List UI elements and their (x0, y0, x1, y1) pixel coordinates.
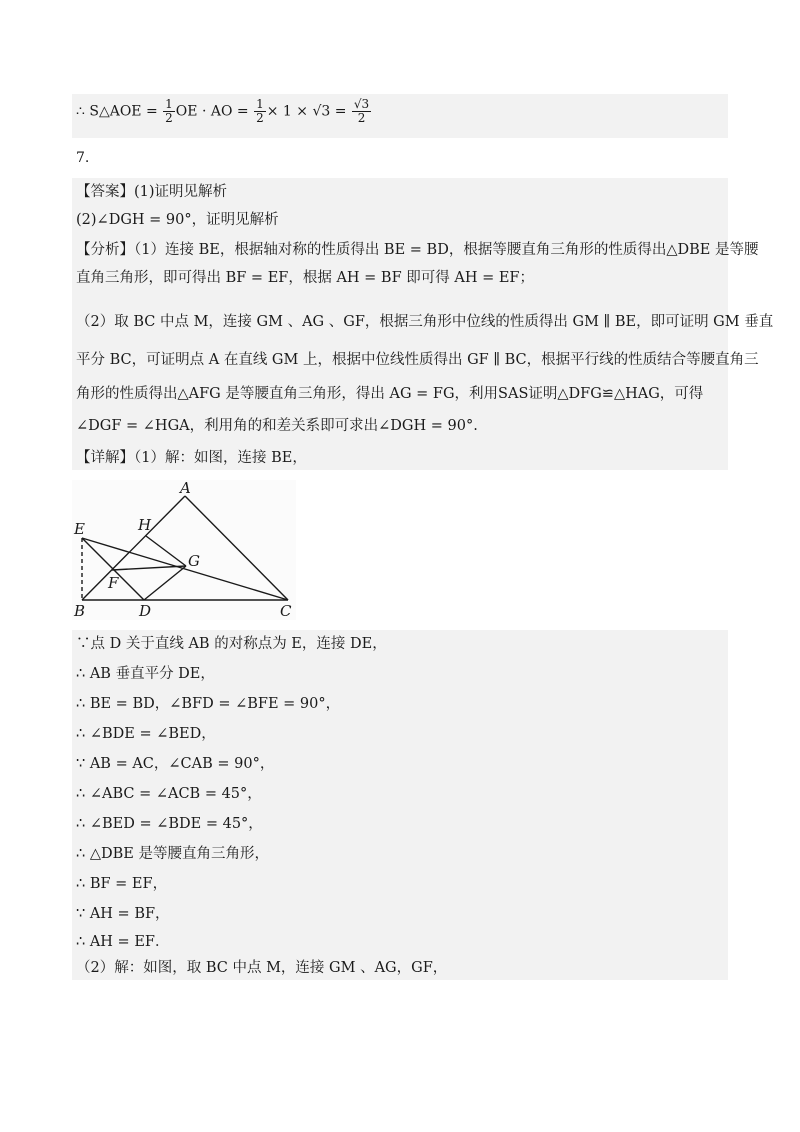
label-C: C (280, 602, 292, 620)
question-number: 7. (76, 150, 90, 166)
segment-HG (146, 536, 186, 566)
label-D: D (139, 602, 152, 620)
analysis-line-2: 直角三角形，即可得出 BF = EF，根据 AH = BF 即可得 AH = EF； (76, 270, 534, 286)
label-B: B (74, 602, 86, 620)
answer-line-1: 【答案】(1)证明见解析 (76, 184, 228, 200)
proof-line: ∴ AB 垂直平分 DE， (76, 666, 215, 682)
analysis-line-6: ∠DGF = ∠HGA，利用角的和差关系即可求出∠DGH = 90°. (76, 418, 478, 434)
segment-BA (82, 496, 185, 600)
label-A: A (180, 480, 191, 497)
analysis-line-1: 【分析】（1）连接 BE，根据轴对称的性质得出 BE = BD，根据等腰直角三角形的性质得出△DBE 是等腰 (76, 242, 759, 258)
area-formula (76, 98, 372, 125)
proof-line: ∴ BF = EF， (76, 876, 168, 892)
proof-line: ∴ ∠BED = ∠BDE = 45°， (76, 816, 263, 832)
proof-line: ∴ ∠BDE = ∠BED， (76, 726, 216, 742)
proof-line: （2）解：如图，取 BC 中点 M，连接 GM 、AG，GF， (76, 960, 448, 976)
label-G: G (188, 552, 200, 570)
formula-mid: OE · AO = (175, 103, 254, 120)
detail-title: 【详解】（1）解：如图，连接 BE， (76, 450, 307, 466)
proof-line: ∵ AB = AC，∠CAB = 90°， (76, 756, 275, 772)
label-E: E (74, 520, 85, 538)
proof-line: ∴ △DBE 是等腰直角三角形， (76, 846, 269, 862)
fraction-half-1: $\frac{1}{2}$ (165, 97, 173, 125)
fraction-result: $\frac{√3}{2}$ (353, 97, 370, 125)
segment-DG (144, 566, 186, 600)
formula-prefix: ∴ S△AOE = (76, 103, 163, 120)
formula-mid2: × 1 × √3 = (266, 103, 351, 120)
segment-FG (112, 566, 186, 570)
proof-line: ∵ AH = BF， (76, 906, 170, 922)
answer-line-2: (2)∠DGH = 90°，证明见解析 (76, 212, 279, 228)
proof-line: ∴ BE = BD，∠BFD = ∠BFE = 90°， (76, 696, 341, 712)
label-F: F (108, 574, 119, 592)
proof-line: ∴ ∠ABC = ∠ACB = 45°， (76, 786, 262, 802)
proof-line: ∴ AH = EF． (76, 934, 170, 950)
analysis-line-5: 角形的性质得出△AFG 是等腰直角三角形，得出 AG = FG，利用SAS证明△DFG≌△HAG，可得 (76, 386, 704, 402)
proof-line: ∵点 D 关于直线 AB 的对称点为 E，连接 DE， (76, 636, 387, 652)
fraction-half-2: $\frac{1}{2}$ (256, 97, 264, 125)
analysis-line-4: 平分 BC，可证明点 A 在直线 GM 上，根据中位线性质得出 GF ∥ BC，根据平行线的性质结合等腰直角三 (76, 352, 759, 368)
geometry-figure (72, 480, 296, 620)
label-H: H (138, 516, 152, 534)
triangle-diagram (72, 480, 296, 620)
analysis-line-3: （2）取 BC 中点 M，连接 GM 、AG 、GF，根据三角形中位线的性质得出 GM ∥ BE，即可证明 GM 垂直 (76, 314, 774, 330)
